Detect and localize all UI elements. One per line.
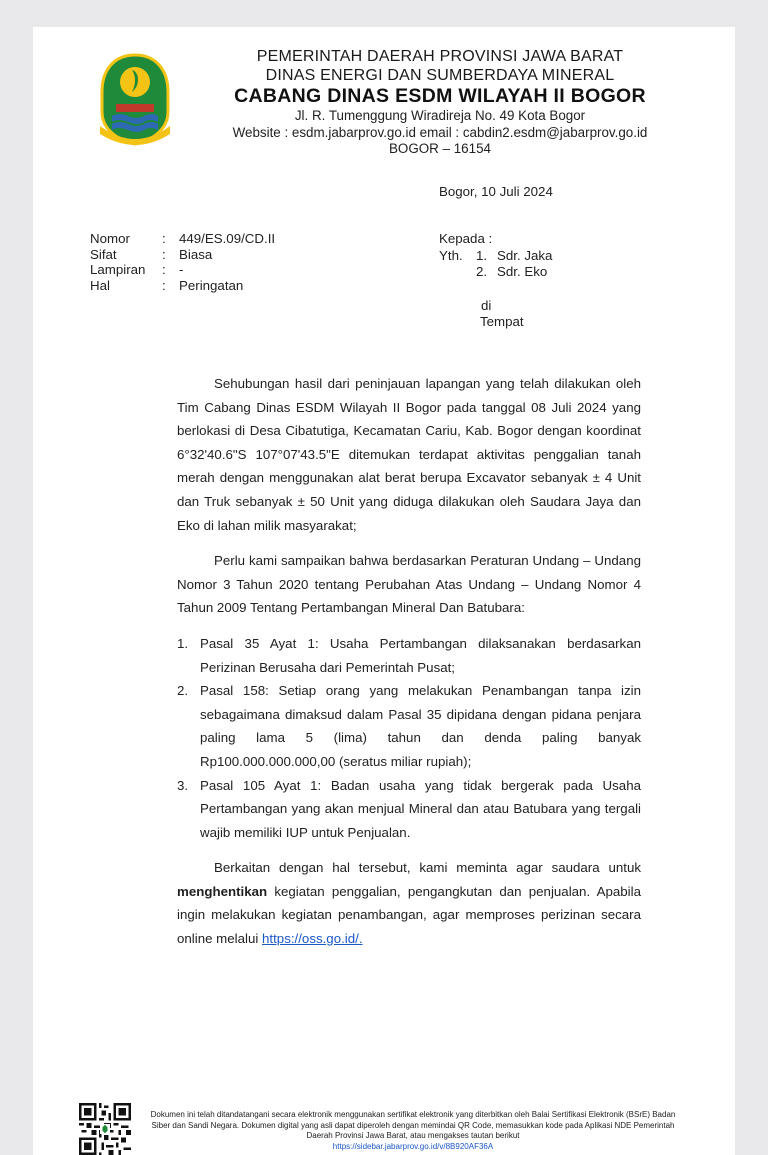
body-paragraph-1: Sehubungan hasil dari peninjauan lapangan yang telah dilakukan oleh Tim Cabang Dinas ESDM Wilayah II Bogor pada tanggal 08 Juli 2024 yang berlokasi di Desa Cibatutiga, Kecamatan Cariu, Kab. Bogor dengan koordinat 6°32'40.6"S 107°07'43.5"E ditemukan terdapat aktivitas penggalian tanah merah dengan menggunakan alat berat berupa Excavator sebanyak ± 4 Unit dan Truk sebanyak ± 50 Unit yang diduga dilakukan oleh Saudara Jaya dan Eko di lahan milik masyarakat; (177, 376, 641, 533)
meta-colon: : (162, 277, 166, 293)
jabar-emblem-icon (96, 52, 174, 148)
meta-key: Lampiran (90, 262, 146, 277)
list-item (177, 632, 641, 679)
meta-value: 449/ES.09/CD.II (179, 231, 276, 246)
list-text: Pasal 105 Ayat 1: Badan usaha yang tidak bergerak pada Usaha Pertambangan yang akan menjual Mineral dan atau Batubara yang tergali wajib memiliki IUP untuk Penjualan. (200, 777, 641, 840)
meta-key: Hal (90, 277, 110, 293)
regulation-list (177, 632, 641, 844)
recipient-name: Sdr. Jaka (497, 247, 553, 263)
recipient-name: Sdr. Eko (497, 264, 548, 279)
header-postal: BOGOR – 16154 (389, 141, 491, 156)
list-num: 1. (177, 635, 189, 651)
header-line-agency: DINAS ENERGI DAN SUMBERDAYA MINERAL (265, 67, 615, 84)
list-num: 3. (177, 777, 189, 793)
meta-colon: : (162, 246, 166, 262)
list-item (177, 679, 641, 773)
list-text: Pasal 158: Setiap orang yang melakukan Penambangan tanpa izin sebagaimana dimaksud dalam Pasal 35 dipidana dengan pidana penjara paling lama 5 (lima) tahun dan denda paling banyak Rp100.000.000.000,00 (seratus miliar rupiah); (200, 683, 641, 769)
meta-colon: : (162, 262, 166, 277)
body-paragraph-2: Perlu kami sampaikan bahwa berdasarkan Peraturan Undang – Undang Nomor 3 Tahun 2020 tentang Perubahan Atas Undang – Undang Nomor 4 Tahun 2009 Tentang Pertambangan Mineral Dan Batubara: (177, 553, 641, 616)
esign-verify-link[interactable]: https://sidebar.jabarprov.go.id/v/8B920AF36A (332, 1141, 494, 1151)
recipient-row (439, 264, 552, 281)
meta-colon: : (162, 231, 166, 246)
meta-row-sifat (90, 247, 275, 263)
recipient-tempat: Tempat (480, 314, 524, 329)
p3-text-b: kegiatan penggalian, pengangkutan dan penjualan. Apabila ingin melakukan kegiatan penambangan, agar memproses perizinan secara online melalui (177, 883, 641, 947)
list-num: 2. (177, 683, 189, 699)
recipient-yth: Yth. (439, 247, 463, 263)
p3-text-a: Berkaitan dengan hal tersebut, kami meminta agar saudara untuk (214, 860, 641, 876)
list-item (177, 774, 641, 845)
recipient-block (439, 231, 552, 331)
meta-key: Sifat (90, 246, 117, 262)
meta-value: - (179, 262, 184, 277)
meta-key: Nomor (90, 231, 130, 246)
header-line-government: PEMERINTAH DAERAH PROVINSI JAWA BARAT (256, 48, 624, 65)
esign-notice: Dokumen ini telah ditandatangani secara elektronik menggunakan sertifikat elektronik yang diterbitkan oleh Balai Sertifikasi Elektronik (BSrE) Badan Siber dan Sandi Negara. Dokumen digital yang asli dapat diperoleh dengan memindai QR Code, memasukkan kode pada Aplikasi NDE Pemerintah Daerah Provinsi Jawa Barat, atau mengakses tautan berikut (150, 1110, 676, 1141)
body-paragraph-3 (177, 856, 641, 950)
recipient-kepada: Kepada : (439, 231, 493, 246)
recipient-num: 2. (476, 264, 488, 279)
meta-row-nomor (90, 231, 275, 247)
header-line-branch: CABANG DINAS ESDM WILAYAH II BOGOR (234, 85, 646, 107)
header-contact: Website : esdm.jabarprov.go.id email : cabdin2.esdm@jabarprov.go.id (232, 124, 648, 140)
recipient-row (439, 248, 552, 265)
meta-value: Biasa (179, 246, 213, 262)
list-text: Pasal 35 Ayat 1: Usaha Pertambangan dilaksanakan berdasarkan Perizinan Berusaha dari Pemerintah Pusat; (200, 635, 641, 675)
meta-row-lampiran (90, 262, 275, 278)
oss-link[interactable]: https://oss.go.id/. (262, 931, 363, 947)
meta-value: Peringatan (179, 277, 244, 293)
letter-date: Bogor, 10 Juli 2024 (439, 184, 553, 199)
letter-meta (90, 231, 275, 293)
p3-bold: menghentikan (177, 883, 268, 899)
header-address: Jl. R. Tumenggung Wiradireja No. 49 Kota Bogor (294, 108, 586, 123)
esign-footer (143, 1110, 683, 1152)
letter-body (177, 372, 641, 963)
qr-code-icon[interactable] (79, 1103, 131, 1155)
recipient-num: 1. (476, 247, 488, 263)
meta-row-hal (90, 278, 275, 294)
recipient-place (480, 298, 552, 331)
recipient-di: di (481, 297, 492, 313)
letterhead (180, 47, 700, 158)
